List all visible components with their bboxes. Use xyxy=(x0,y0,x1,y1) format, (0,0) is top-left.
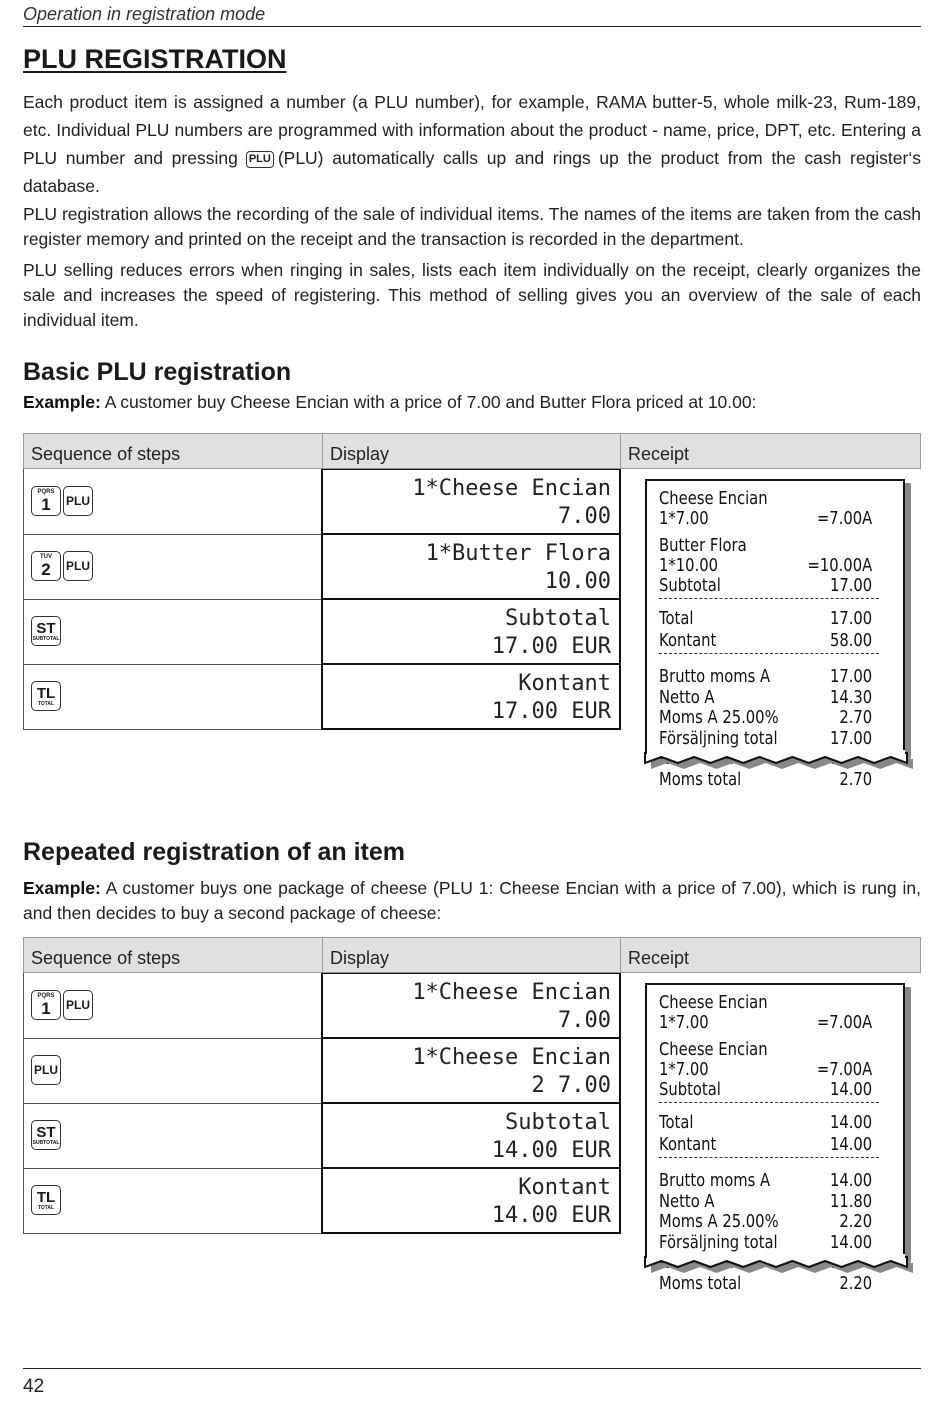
receipt-label: Moms total xyxy=(659,1272,742,1294)
step-cell xyxy=(23,469,322,535)
receipt-label: Moms A 25.00% xyxy=(659,1211,779,1232)
receipt-paper xyxy=(645,983,905,1294)
key-label: PLU xyxy=(66,998,90,1012)
receipt-line xyxy=(659,1080,872,1100)
key-sequence xyxy=(31,1120,61,1150)
receipt-value: 14.30 xyxy=(829,686,873,708)
example-label: Example: xyxy=(23,392,101,412)
receipt-label: Moms A 25.00% xyxy=(659,707,779,728)
plu-key-icon xyxy=(31,1055,61,1085)
key-label: 1 xyxy=(41,495,51,514)
key-label: PLU xyxy=(66,559,90,573)
registration-table-basic xyxy=(23,433,921,790)
display-line1: 1*Cheese Encian xyxy=(412,1045,611,1070)
display-line2: 7.00 xyxy=(558,1008,611,1033)
example-text: A customer buys one package of cheese (PLU 1: Cheese Encian with a price of 7.00), which is rung in, and then decides to buy a second package of cheese: xyxy=(23,878,921,923)
receipt-value: 17.00 xyxy=(829,666,873,687)
key-letters: PQRS xyxy=(37,993,55,999)
display-line2: 14.00 EUR xyxy=(491,1138,611,1163)
step-cell xyxy=(23,534,322,600)
step-cell xyxy=(23,1103,322,1169)
plu-key-icon xyxy=(63,486,93,516)
key-sequence xyxy=(31,681,61,711)
display-line1: 1*Cheese Encian xyxy=(412,476,611,501)
receipt-line xyxy=(659,1135,872,1155)
receipt-label: 1*7.00 xyxy=(659,1059,709,1080)
step-cell xyxy=(23,973,322,1039)
display-line1: Kontant xyxy=(518,671,611,696)
column-header-display: Display xyxy=(322,937,621,973)
example-text: A customer buy Cheese Encian with a price of 7.00 and Butter Flora priced at 10.00: xyxy=(104,392,757,412)
tl-key-icon xyxy=(31,681,61,711)
column-header-display: Display xyxy=(322,433,621,469)
display-panel xyxy=(321,1168,621,1234)
display-line2: 17.00 EUR xyxy=(491,634,611,659)
key-sublabel: SUBTOTAL xyxy=(32,1140,60,1146)
receipt-value: 14.00 xyxy=(829,1079,873,1100)
receipt-value: 17.00 xyxy=(829,575,873,596)
receipt-line xyxy=(659,536,872,556)
receipt-value: 17.00 xyxy=(829,608,873,629)
receipt-line xyxy=(659,1040,872,1060)
receipt-line xyxy=(659,993,872,1013)
receipt-line xyxy=(659,1113,872,1133)
step-cell xyxy=(23,599,322,665)
receipt-line xyxy=(659,576,872,596)
key-sublabel: TOTAL xyxy=(37,701,55,707)
receipt-line xyxy=(659,631,872,651)
display-panel xyxy=(321,1103,621,1169)
receipt-value: =7.00A xyxy=(816,1059,873,1080)
section-heading-basic: Basic PLU registration xyxy=(23,358,292,386)
receipt-value: =7.00A xyxy=(816,508,873,529)
receipt-label: Försäljning total xyxy=(659,727,778,749)
step-cell xyxy=(23,1038,322,1104)
display-panel xyxy=(321,1038,621,1104)
receipt-label: Netto A xyxy=(659,686,715,708)
receipt-value: 11.80 xyxy=(829,1190,873,1212)
receipt-torn-edge xyxy=(645,753,901,777)
receipt-line xyxy=(659,1171,872,1191)
receipt-line xyxy=(659,556,872,576)
key-label: ST xyxy=(36,1124,56,1141)
page-number: 42 xyxy=(23,1376,45,1397)
tl-key-icon xyxy=(31,1185,61,1215)
receipt-value: 2.20 xyxy=(839,1272,873,1294)
key-sequence xyxy=(31,616,61,646)
intro-paragraph-3: PLU selling reduces errors when ringing in sales, lists each item individually on the receipt, clearly organizes the sale and increases the speed of registering. This method of selling gives you an overview of the sale of each individual item. xyxy=(23,260,921,330)
st-key-icon xyxy=(31,1120,61,1150)
intro-paragraph-2: PLU registration allows the recording of the sale of individual items. The names of the items are taken from the cash register memory and printed on the receipt and the transaction is recorded in the department. xyxy=(23,204,921,249)
receipt-value: 17.00 xyxy=(829,727,873,749)
display-panel xyxy=(321,599,621,665)
receipt-value: 14.00 xyxy=(829,1231,873,1253)
receipt-label: Total xyxy=(659,608,694,629)
plu-key-icon xyxy=(63,551,93,581)
display-panel xyxy=(321,973,621,1039)
intro-paragraph-1 xyxy=(23,88,921,200)
receipt-label: Subtotal xyxy=(659,575,721,596)
example-repeated xyxy=(23,876,921,926)
display-line2: 17.00 EUR xyxy=(491,699,611,724)
receipt-value: 2.20 xyxy=(839,1211,873,1232)
2-key-icon xyxy=(31,551,61,581)
display-line2: 10.00 xyxy=(544,569,611,594)
page-title: PLU REGISTRATION xyxy=(23,44,287,74)
plu-key-icon xyxy=(63,990,93,1020)
receipt-line xyxy=(659,729,872,749)
registration-table-repeated xyxy=(23,937,921,1294)
receipt-line xyxy=(659,1192,872,1212)
example-basic xyxy=(23,390,921,415)
receipt-label: Butter Flora xyxy=(659,535,747,556)
display-panel xyxy=(321,469,621,535)
receipt-label: Total xyxy=(659,1112,694,1133)
display-line1: Subtotal xyxy=(505,606,611,631)
key-sequence xyxy=(31,1055,61,1085)
display-panel xyxy=(321,664,621,730)
key-letters: TUV xyxy=(40,554,52,560)
key-sequence xyxy=(31,1185,61,1215)
receipt-line xyxy=(659,489,872,509)
step-cell xyxy=(23,664,322,730)
running-header: Operation in registration mode xyxy=(23,4,921,27)
receipt-label: Cheese Encian xyxy=(659,1039,768,1060)
st-key-icon xyxy=(31,616,61,646)
receipt-label: Försäljning total xyxy=(659,1231,778,1253)
receipt-torn-edge xyxy=(645,1257,901,1281)
key-sequence xyxy=(31,486,93,516)
key-label: PLU xyxy=(34,1063,58,1077)
receipt-divider xyxy=(659,1157,879,1158)
receipt-line xyxy=(659,667,872,687)
receipt-label: 1*7.00 xyxy=(659,1012,709,1033)
receipt-line xyxy=(659,509,872,529)
receipt-label: Kontant xyxy=(659,630,717,651)
step-cell xyxy=(23,1168,322,1234)
column-header-receipt: Receipt xyxy=(620,937,921,973)
receipt-divider xyxy=(659,598,879,599)
key-label: PLU xyxy=(66,494,90,508)
key-label: TL xyxy=(36,685,56,702)
receipt-label: Kontant xyxy=(659,1134,717,1155)
display-line2: 7.00 xyxy=(558,504,611,529)
receipt-label: Brutto moms A xyxy=(659,1170,771,1191)
receipt-label: Cheese Encian xyxy=(659,488,768,509)
receipt-edge-cover xyxy=(647,750,905,755)
receipt-line xyxy=(659,1233,872,1253)
column-header-receipt: Receipt xyxy=(620,433,921,469)
display-line2: 14.00 EUR xyxy=(491,1203,611,1228)
intro-text-after-key: (PLU) automatically calls up and rings up the product from the cash register‘s database. xyxy=(23,148,921,196)
receipt-label: Moms total xyxy=(659,768,742,790)
footer-rule xyxy=(23,1368,921,1369)
key-sequence xyxy=(31,551,93,581)
receipt-line xyxy=(659,1013,872,1033)
key-sequence xyxy=(31,990,93,1020)
receipt-edge-cover xyxy=(647,1254,905,1259)
1-key-icon xyxy=(31,990,61,1020)
section-heading-repeated: Repeated registration of an item xyxy=(23,838,406,866)
receipt-line xyxy=(659,688,872,708)
receipt-label: Subtotal xyxy=(659,1079,721,1100)
key-letters: PQRS xyxy=(37,489,55,495)
receipt-value: 2.70 xyxy=(839,707,873,728)
receipt-line xyxy=(659,609,872,629)
column-header-steps: Sequence of steps xyxy=(23,937,323,973)
receipt-line xyxy=(659,1060,872,1080)
receipt-value: 14.00 xyxy=(829,1112,873,1133)
receipt-value: =7.00A xyxy=(816,1012,873,1033)
intro-text-before-key: Each product item is assigned a number (a PLU number), for example, RAMA butter-5, whole milk-23, Rum-189, etc. Individual PLU numbers are programmed with information about the product - name, price, DPT, etc. Entering a PLU number and pressing xyxy=(23,92,921,168)
plu-key-icon: PLU xyxy=(246,151,274,168)
1-key-icon xyxy=(31,486,61,516)
receipt-label: Netto A xyxy=(659,1190,715,1212)
receipt-value: 58.00 xyxy=(829,630,873,651)
column-header-steps: Sequence of steps xyxy=(23,433,323,469)
display-line2: 2 7.00 xyxy=(531,1073,611,1098)
receipt-value: =10.00A xyxy=(807,555,873,576)
example-label: Example: xyxy=(23,878,101,898)
key-label: TL xyxy=(36,1189,56,1206)
key-sublabel: TOTAL xyxy=(37,1205,55,1211)
display-line1: Kontant xyxy=(518,1175,611,1200)
receipt-label: 1*10.00 xyxy=(659,555,719,576)
receipt-value: 14.00 xyxy=(829,1134,873,1155)
receipt-label: 1*7.00 xyxy=(659,508,709,529)
display-line1: 1*Butter Flora xyxy=(425,541,611,566)
receipt-label: Brutto moms A xyxy=(659,666,771,687)
receipt-line xyxy=(659,1212,872,1232)
receipt-value: 14.00 xyxy=(829,1170,873,1191)
display-panel xyxy=(321,534,621,600)
receipt-divider xyxy=(659,653,879,654)
key-label: ST xyxy=(36,620,56,637)
receipt-line xyxy=(659,708,872,728)
key-label: 2 xyxy=(41,560,51,579)
receipt-label: Cheese Encian xyxy=(659,992,768,1013)
key-sublabel: SUBTOTAL xyxy=(32,636,60,642)
receipt-value: 2.70 xyxy=(839,768,873,790)
key-label: 1 xyxy=(41,999,51,1018)
receipt-divider xyxy=(659,1102,879,1103)
display-line1: Subtotal xyxy=(505,1110,611,1135)
display-line1: 1*Cheese Encian xyxy=(412,980,611,1005)
receipt-paper xyxy=(645,479,905,790)
